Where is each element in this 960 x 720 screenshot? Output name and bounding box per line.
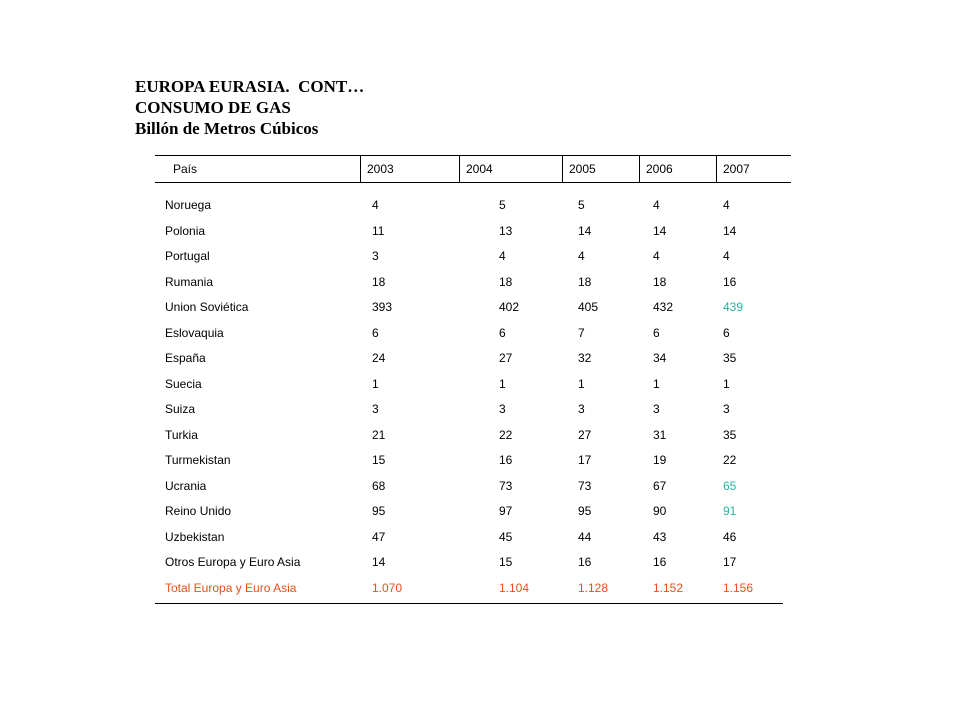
cell-value: 18 xyxy=(578,274,592,289)
cell-value: 1 xyxy=(578,376,585,391)
cell-value: 14 xyxy=(723,223,737,238)
title-line-2: CONSUMO DE GAS xyxy=(135,98,291,117)
cell-value: 22 xyxy=(499,427,513,442)
cell-country: Total Europa y Euro Asia xyxy=(165,580,297,595)
cell-country: Union Soviética xyxy=(165,300,249,314)
gas-consumption-table xyxy=(155,155,791,604)
cell-value: 16 xyxy=(578,555,592,569)
cell-value: 6 xyxy=(372,325,379,340)
table-row xyxy=(155,423,791,449)
cell-value: 3 xyxy=(372,249,379,263)
cell-value: 18 xyxy=(499,274,513,289)
table-row xyxy=(155,295,791,321)
table-row xyxy=(155,550,791,576)
cell-value: 4 xyxy=(653,249,660,263)
cell-country: Rumania xyxy=(165,274,214,289)
cell-value: 18 xyxy=(653,274,667,289)
table-row xyxy=(155,499,791,525)
cell-value: 67 xyxy=(653,478,667,493)
cell-value: 432 xyxy=(653,300,674,314)
header-2005: 2005 xyxy=(562,156,639,182)
cell-value: 68 xyxy=(372,478,386,493)
header-2006: 2006 xyxy=(639,156,716,182)
cell-country: Ucrania xyxy=(165,478,207,493)
cell-value: 35 xyxy=(723,351,737,365)
cell-country: Uzbekistan xyxy=(165,529,225,544)
cell-value: 19 xyxy=(653,453,667,467)
cell-value: 27 xyxy=(578,427,592,442)
cell-value: 13 xyxy=(499,223,513,238)
table-bottom-rule xyxy=(155,603,783,604)
table-body xyxy=(155,183,791,601)
table-row xyxy=(155,474,791,500)
table-row xyxy=(155,244,791,270)
header-2004: 2004 xyxy=(459,156,562,182)
cell-value: 393 xyxy=(372,300,393,314)
cell-value: 15 xyxy=(499,555,513,569)
cell-value: 27 xyxy=(499,351,513,365)
cell-country: Suecia xyxy=(165,376,202,391)
cell-value: 32 xyxy=(578,351,592,365)
cell-value: 45 xyxy=(499,529,513,544)
cell-value: 97 xyxy=(499,504,513,518)
cell-value: 4 xyxy=(723,198,730,212)
cell-value: 95 xyxy=(578,504,592,518)
header-2003: 2003 xyxy=(360,156,459,182)
cell-value: 439 xyxy=(723,300,744,314)
cell-value: 14 xyxy=(578,223,592,238)
cell-value: 5 xyxy=(578,198,585,212)
cell-value: 1.156 xyxy=(723,580,754,595)
cell-value: 402 xyxy=(499,300,520,314)
cell-value: 405 xyxy=(578,300,599,314)
cell-value: 1 xyxy=(499,376,506,391)
cell-value: 46 xyxy=(723,529,737,544)
header-country: País xyxy=(173,162,198,176)
table-row xyxy=(155,219,791,245)
cell-value: 6 xyxy=(723,325,730,340)
cell-value: 91 xyxy=(723,504,737,518)
cell-value: 31 xyxy=(653,427,667,442)
cell-value: 1 xyxy=(723,376,730,391)
cell-value: 14 xyxy=(653,223,667,238)
cell-value: 1.104 xyxy=(499,580,530,595)
title-line-1: EUROPA EURASIA. CONT… xyxy=(135,77,365,96)
table-row xyxy=(155,270,791,296)
cell-country: Noruega xyxy=(165,198,212,212)
cell-country: Turmekistan xyxy=(165,453,231,467)
cell-value: 7 xyxy=(578,325,585,340)
cell-value: 4 xyxy=(723,249,730,263)
cell-value: 4 xyxy=(499,249,506,263)
cell-value: 1.070 xyxy=(372,580,403,595)
title-line-3: Billón de Metros Cúbicos xyxy=(135,119,319,138)
cell-value: 3 xyxy=(578,402,585,416)
cell-value: 4 xyxy=(578,249,585,263)
cell-value: 15 xyxy=(372,453,386,467)
cell-value: 95 xyxy=(372,504,386,518)
cell-value: 73 xyxy=(499,478,513,493)
cell-country: Portugal xyxy=(165,249,210,263)
cell-country: Suiza xyxy=(165,402,196,416)
cell-country: Turkia xyxy=(165,427,198,442)
cell-value: 17 xyxy=(578,453,592,467)
cell-country: Polonia xyxy=(165,223,206,238)
cell-value: 24 xyxy=(372,351,386,365)
table-row xyxy=(155,346,791,372)
table-row xyxy=(155,372,791,398)
cell-value: 16 xyxy=(653,555,667,569)
table-header xyxy=(155,155,791,183)
cell-value: 4 xyxy=(653,198,660,212)
cell-country: Otros Europa y Euro Asia xyxy=(165,555,301,569)
cell-value: 44 xyxy=(578,529,592,544)
title-block xyxy=(135,76,364,139)
cell-value: 3 xyxy=(499,402,506,416)
cell-value: 1 xyxy=(372,376,379,391)
cell-value: 47 xyxy=(372,529,386,544)
cell-value: 14 xyxy=(372,555,386,569)
cell-value: 6 xyxy=(499,325,506,340)
cell-value: 3 xyxy=(653,402,660,416)
cell-country: Eslovaquia xyxy=(165,325,224,340)
cell-value: 18 xyxy=(372,274,386,289)
table-row xyxy=(155,525,791,551)
table-row xyxy=(155,397,791,423)
table-row-total xyxy=(155,576,791,602)
cell-value: 1.128 xyxy=(578,580,609,595)
table-row xyxy=(155,193,791,219)
cell-value: 3 xyxy=(372,402,379,416)
cell-value: 73 xyxy=(578,478,592,493)
cell-value: 16 xyxy=(499,453,513,467)
cell-value: 90 xyxy=(653,504,667,518)
cell-value: 43 xyxy=(653,529,667,544)
table-row xyxy=(155,321,791,347)
cell-value: 6 xyxy=(653,325,660,340)
cell-value: 1.152 xyxy=(653,580,684,595)
cell-value: 34 xyxy=(653,351,667,365)
cell-value: 3 xyxy=(723,402,730,416)
cell-value: 11 xyxy=(372,223,385,238)
cell-value: 35 xyxy=(723,427,737,442)
cell-value: 17 xyxy=(723,555,737,569)
cell-value: 1 xyxy=(653,376,660,391)
cell-value: 21 xyxy=(372,427,386,442)
cell-country: Reino Unido xyxy=(165,504,232,518)
header-2007: 2007 xyxy=(716,156,791,182)
cell-value: 5 xyxy=(499,198,506,212)
table-row xyxy=(155,448,791,474)
cell-value: 16 xyxy=(723,274,737,289)
cell-country: España xyxy=(165,351,206,365)
cell-value: 4 xyxy=(372,198,379,212)
cell-value: 65 xyxy=(723,478,737,493)
cell-value: 22 xyxy=(723,453,737,467)
